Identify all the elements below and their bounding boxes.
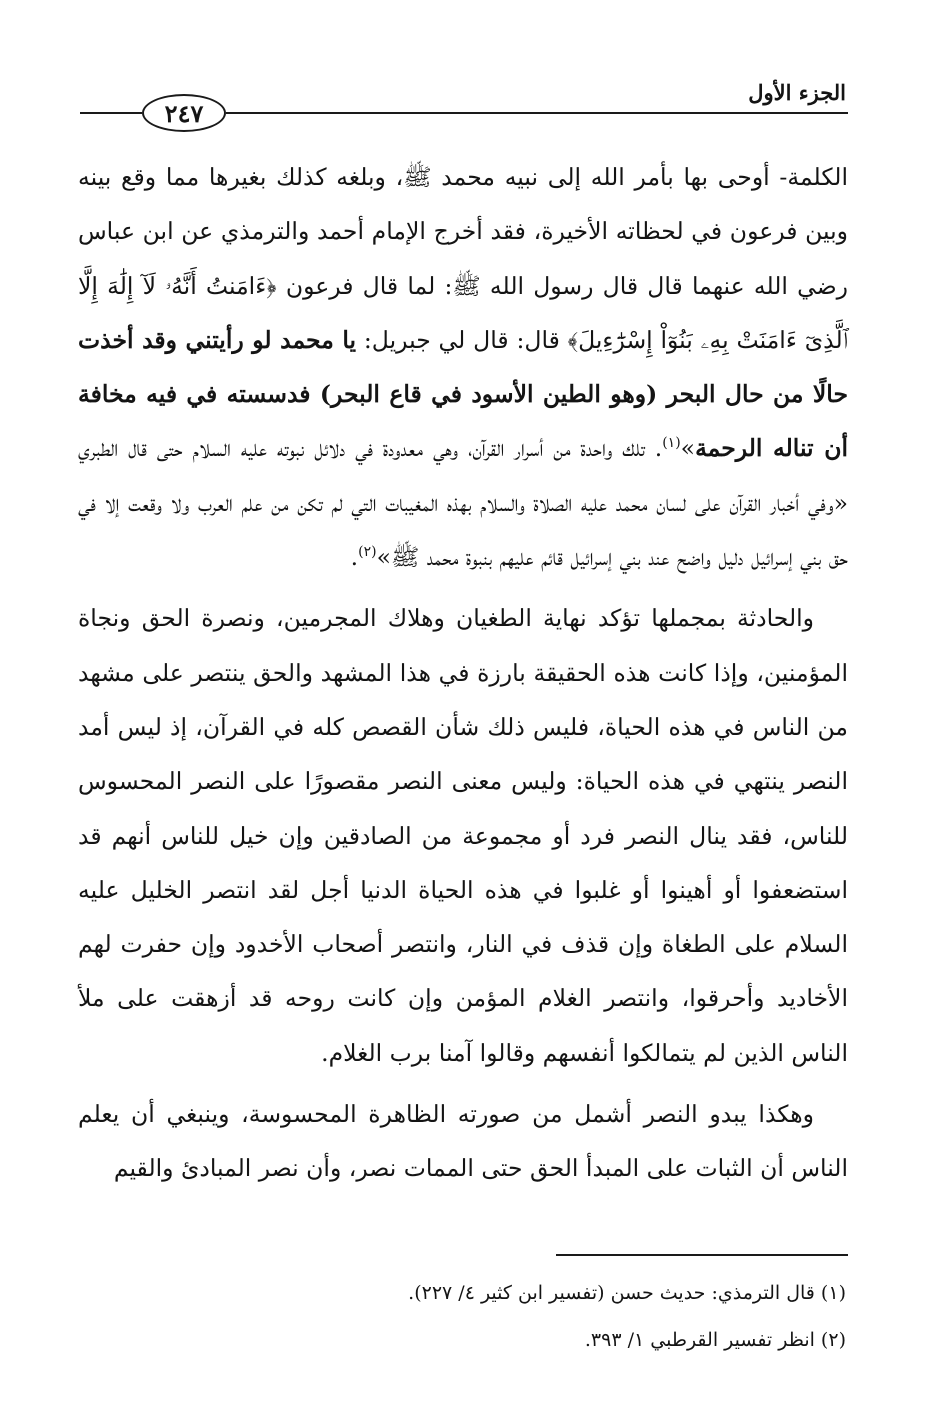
main-text — [78, 150, 848, 1203]
page-number-badge — [142, 94, 226, 132]
p1-text-a: الكلمة- أوحى بها بأمر الله إلى نبيه محمد ﷺ، وبلغه كذلك بغيرها مما وقع بينه وبين فرعون في لحظاته الأخيرة، فقد أخرج الإمام أحمد والترمذي عن ابن عباس رضي الله عنهما قال قال رسول الله ﷺ: لما قال فرعون ﴿ءَامَنتُ أَنَّهُۥ لَآ إِلَٰهَ إِلَّا ٱلَّذِىٓ ءَامَنَتْ بِهِۦ بَنُوٓاْ إِسْرَٰٓءِيلَ﴾ قال: قال لي جبريل: — [78, 163, 848, 354]
running-head: الجزء الأول — [748, 80, 846, 105]
page-number: ٢٤٧ — [164, 98, 204, 128]
footnote-ref-1: (١) — [662, 435, 681, 452]
paragraph-3: وهكذا يبدو النصر أشمل من صورته الظاهرة المحسوسة، وينبغي أن يعلم الناس أن الثبات على المبدأ الحق حتى الممات نصر، وأن نصر المبادئ والقيم — [78, 1100, 848, 1183]
p1-text-b: » — [680, 434, 696, 463]
footnote-separator — [556, 1254, 848, 1256]
header-rule-left — [80, 112, 142, 114]
footnote-2: (٢) انظر تفسير القرطبي ١/ ٣٩٣. — [584, 1329, 846, 1351]
footnote-ref-2: (٢) — [358, 544, 377, 561]
p1-text-d: . — [350, 543, 359, 572]
footnotes — [146, 1270, 846, 1364]
paragraph-2: والحادثة بمجملها تؤكد نهاية الطغيان وهلاك المجرمين، ونصرة الحق ونجاة المؤمنين، وإذا كانت هذه الحقيقة بارزة في هذا المشهد والحق ينتصر على مشهد من الناس في هذه الحياة، فليس ذلك شأن القصص كله في القرآن، إذ ليس أمد النصر ينتهي في هذه الحياة: وليس معنى النصر مقصورًا على النصر المحسوس للناس، فقد ينال النصر فرد أو مجموعة من الصادقين وإن خيل للناس أنهم قد استضعفوا أو أهينوا أو غلبوا في هذه الحياة الدنيا أجل لقد انتصر الخليل عليه السلام على الطغاة وإن قذف في النار، وانتصر أصحاب الأخدود وإن حفرت لهم الأخاديد وأحرقوا، وانتصر الغلام المؤمن وإن كانت روحه قد أزهقت على ملأ الناس الذين لم يتمالكوا أنفسهم وقالوا آمنا برب الغلام. — [78, 604, 848, 1067]
p1-text-c: . تلك واحدة من أسرار القرآن، وهي معدودة في دلائل نبوته عليه السلام حتى قال الطبري «وفي أخبار القرآن على لسان محمد عليه الصلاة والسلام بهذه المغيبات التي لم تكن من علم العرب ولا وقعت إلا في حق بني إسرائيل دليل واضح عند بني إسرائيل قائم عليهم بنبوة محمد ﷺ» — [78, 434, 848, 572]
footnote-1: (١) قال الترمذي: حديث حسن (تفسير ابن كثير ٤/ ٢٢٧). — [408, 1282, 846, 1304]
p1-bold-quote: يا محمد لو رأيتني وقد أخذت حالًا من حال البحر (وهو الطين الأسود في قاع البحر) فدسسته في فيه مخافة أن تناله الرحمة — [78, 325, 848, 463]
header-rule-right — [226, 112, 848, 114]
paragraph-1 — [78, 150, 848, 584]
